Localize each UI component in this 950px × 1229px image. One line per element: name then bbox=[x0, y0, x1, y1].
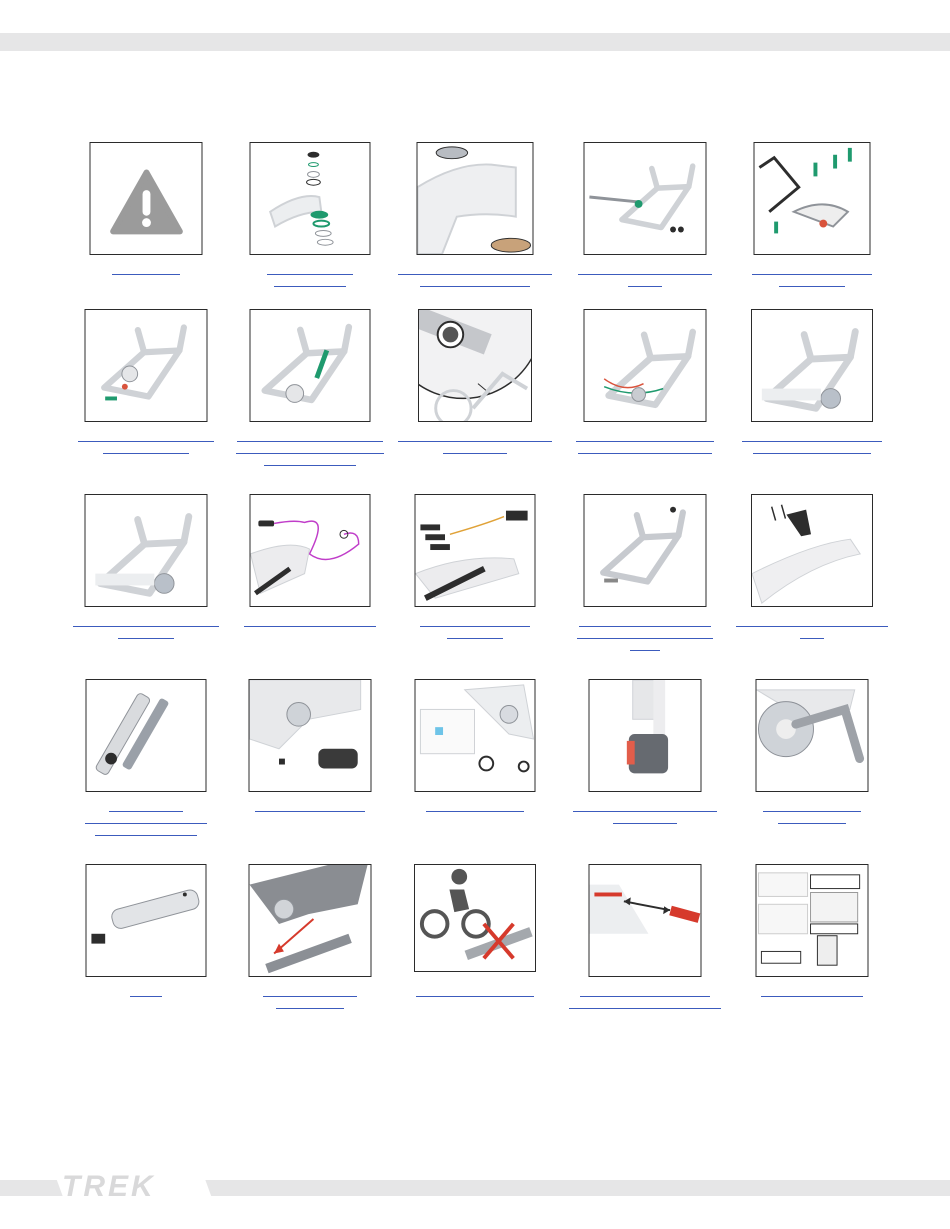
link-underline[interactable] bbox=[579, 626, 711, 627]
motor-mount-icon bbox=[250, 680, 371, 791]
headtube-bolt-icon bbox=[752, 495, 872, 606]
link-underline[interactable] bbox=[752, 274, 872, 275]
thumbnail-image[interactable] bbox=[249, 864, 372, 977]
thumbnail-image[interactable] bbox=[415, 494, 536, 607]
link-underline[interactable] bbox=[426, 811, 524, 812]
caption-link[interactable] bbox=[267, 274, 353, 287]
thumbnail-card bbox=[560, 679, 730, 864]
link-underline[interactable] bbox=[569, 1008, 721, 1009]
caption-link[interactable] bbox=[73, 626, 219, 639]
link-underline[interactable] bbox=[95, 835, 197, 836]
link-underline[interactable] bbox=[753, 453, 871, 454]
link-underline[interactable] bbox=[263, 996, 357, 997]
thumbnail-card bbox=[225, 494, 395, 679]
battery-cover-icon bbox=[87, 680, 206, 791]
thumbnail-image[interactable] bbox=[415, 679, 536, 792]
thumbnail-image[interactable] bbox=[584, 142, 707, 255]
thumbnail-card bbox=[61, 679, 231, 864]
caption-link[interactable] bbox=[426, 811, 524, 812]
link-underline[interactable] bbox=[109, 811, 183, 812]
thumbnail-card bbox=[560, 142, 730, 327]
caption-link[interactable] bbox=[398, 274, 552, 287]
caption-link[interactable] bbox=[736, 626, 888, 639]
caption-link[interactable] bbox=[85, 811, 207, 836]
thumbnail-card bbox=[390, 864, 560, 1049]
link-underline[interactable] bbox=[576, 441, 714, 442]
thumbnail-card bbox=[560, 494, 730, 679]
link-underline[interactable] bbox=[736, 626, 888, 627]
link-underline[interactable] bbox=[800, 638, 824, 639]
link-underline[interactable] bbox=[778, 823, 846, 824]
link-underline[interactable] bbox=[577, 638, 713, 639]
main-pivot-icon bbox=[86, 310, 207, 421]
thumbnail-image[interactable] bbox=[589, 864, 702, 977]
thumbnail-card bbox=[225, 864, 395, 1049]
link-underline[interactable] bbox=[398, 441, 552, 442]
frame-detail-magnifier-icon bbox=[419, 310, 531, 421]
caption-link[interactable] bbox=[573, 811, 717, 824]
thumbnail-card bbox=[390, 309, 560, 494]
thumbnail-image[interactable] bbox=[86, 864, 207, 977]
link-underline[interactable] bbox=[779, 286, 845, 287]
caption-link[interactable] bbox=[130, 996, 162, 997]
caption-link[interactable] bbox=[78, 441, 214, 454]
caption-link[interactable] bbox=[742, 441, 882, 454]
thumbnail-image[interactable] bbox=[414, 864, 536, 972]
frame-motor-icon bbox=[86, 495, 207, 606]
rocker-link-exploded-icon bbox=[755, 143, 870, 254]
link-underline[interactable] bbox=[255, 811, 365, 812]
link-underline[interactable] bbox=[264, 465, 356, 466]
thumbnail-image[interactable] bbox=[751, 494, 873, 607]
caption-link[interactable] bbox=[569, 996, 721, 1009]
thumbnail-image[interactable] bbox=[250, 494, 371, 607]
thumbnail-card bbox=[560, 309, 730, 494]
thumbnail-image[interactable] bbox=[85, 494, 208, 607]
motor-cutaway-icon bbox=[590, 680, 701, 791]
thumbnail-card bbox=[61, 309, 231, 494]
thumbnail-card bbox=[225, 309, 395, 494]
link-underline[interactable] bbox=[447, 638, 503, 639]
cable-routing-icon bbox=[585, 310, 706, 421]
thumbnail-card bbox=[727, 309, 897, 494]
battery-length-icon bbox=[590, 865, 701, 976]
trek-logo: TREK bbox=[62, 1170, 156, 1203]
link-underline[interactable] bbox=[416, 996, 534, 997]
link-underline[interactable] bbox=[112, 274, 180, 275]
thumbnail-image[interactable] bbox=[754, 142, 871, 255]
link-underline[interactable] bbox=[398, 274, 552, 275]
shock-mount-icon bbox=[251, 310, 370, 421]
thumbnail-card bbox=[390, 142, 560, 327]
headtube-cups-icon bbox=[418, 143, 533, 254]
link-underline[interactable] bbox=[276, 1008, 344, 1009]
caption-link[interactable] bbox=[416, 996, 534, 997]
battery-exploded-icon bbox=[87, 865, 206, 976]
caption-link[interactable] bbox=[752, 274, 872, 287]
caption-link[interactable] bbox=[244, 626, 376, 627]
frame-exploded-icon bbox=[585, 495, 706, 606]
thumbnail-image[interactable] bbox=[85, 309, 208, 422]
thumbnail-card bbox=[61, 494, 231, 679]
link-underline[interactable] bbox=[420, 286, 530, 287]
link-underline[interactable] bbox=[274, 286, 346, 287]
thumbnail-image[interactable] bbox=[418, 309, 532, 422]
thumbnail-image[interactable] bbox=[249, 679, 372, 792]
caption-link[interactable] bbox=[763, 811, 861, 824]
display-wiring-icon bbox=[251, 495, 370, 606]
thumbnail-image[interactable] bbox=[584, 309, 707, 422]
link-underline[interactable] bbox=[244, 626, 376, 627]
thumbnail-image[interactable] bbox=[751, 309, 873, 422]
link-underline[interactable] bbox=[130, 996, 162, 997]
thumbnail-image[interactable] bbox=[250, 309, 371, 422]
caption-link[interactable] bbox=[578, 274, 712, 287]
thumbnail-card bbox=[727, 864, 897, 1049]
thumbnail-image[interactable] bbox=[584, 494, 707, 607]
link-underline[interactable] bbox=[630, 650, 660, 651]
battery-wiring-icon bbox=[416, 495, 535, 606]
caption-link[interactable] bbox=[420, 626, 530, 639]
link-underline[interactable] bbox=[118, 638, 174, 639]
link-underline[interactable] bbox=[236, 453, 384, 454]
link-underline[interactable] bbox=[761, 996, 863, 997]
link-underline[interactable] bbox=[580, 996, 710, 997]
link-underline[interactable] bbox=[443, 453, 507, 454]
link-underline[interactable] bbox=[103, 453, 189, 454]
header-band bbox=[0, 33, 950, 51]
caption-link[interactable] bbox=[398, 441, 552, 454]
caption-link[interactable] bbox=[263, 996, 357, 1009]
caption-link[interactable] bbox=[761, 996, 863, 997]
link-underline[interactable] bbox=[578, 274, 712, 275]
thumbnail-card bbox=[61, 142, 231, 327]
rider-no-battery-icon bbox=[415, 865, 535, 971]
thumbnail-card bbox=[61, 864, 231, 1049]
thumbnail-card bbox=[727, 142, 897, 327]
thumbnail-image[interactable] bbox=[250, 142, 371, 255]
thumbnail-card bbox=[225, 142, 395, 327]
thumbnail-image[interactable] bbox=[756, 679, 869, 792]
warning-triangle-icon bbox=[91, 143, 202, 254]
motor-parts-icon bbox=[416, 680, 535, 791]
link-underline[interactable] bbox=[628, 286, 662, 287]
caption-link[interactable] bbox=[577, 626, 713, 651]
thumbnail-card bbox=[727, 494, 897, 679]
link-underline[interactable] bbox=[763, 811, 861, 812]
headset-exploded-icon bbox=[251, 143, 370, 254]
link-underline[interactable] bbox=[420, 626, 530, 627]
caption-link[interactable] bbox=[255, 811, 365, 812]
pivot-axle-icon bbox=[585, 143, 706, 254]
thumbnail-image[interactable] bbox=[90, 142, 203, 255]
link-underline[interactable] bbox=[613, 823, 677, 824]
battery-removal-icon bbox=[250, 865, 371, 976]
thumbnail-image[interactable] bbox=[417, 142, 534, 255]
spec-sheet-icon bbox=[757, 865, 868, 976]
thumbnail-card bbox=[727, 679, 897, 864]
thumbnail-image[interactable] bbox=[86, 679, 207, 792]
thumbnail-card bbox=[390, 494, 560, 679]
caption-link[interactable] bbox=[236, 441, 384, 466]
thumbnail-card bbox=[390, 679, 560, 864]
link-underline[interactable] bbox=[742, 441, 882, 442]
link-underline[interactable] bbox=[85, 823, 207, 824]
caption-link[interactable] bbox=[576, 441, 714, 454]
thumbnail-image[interactable] bbox=[756, 864, 869, 977]
link-underline[interactable] bbox=[573, 811, 717, 812]
thumbnail-card bbox=[225, 679, 395, 864]
link-underline[interactable] bbox=[78, 441, 214, 442]
link-underline[interactable] bbox=[578, 453, 712, 454]
crankset-icon bbox=[757, 680, 868, 791]
thumbnail-card bbox=[560, 864, 730, 1049]
frame-motor-icon bbox=[752, 310, 872, 421]
thumbnail-image[interactable] bbox=[589, 679, 702, 792]
link-underline[interactable] bbox=[237, 441, 383, 442]
caption-link[interactable] bbox=[112, 274, 180, 275]
link-underline[interactable] bbox=[73, 626, 219, 627]
link-underline[interactable] bbox=[267, 274, 353, 275]
